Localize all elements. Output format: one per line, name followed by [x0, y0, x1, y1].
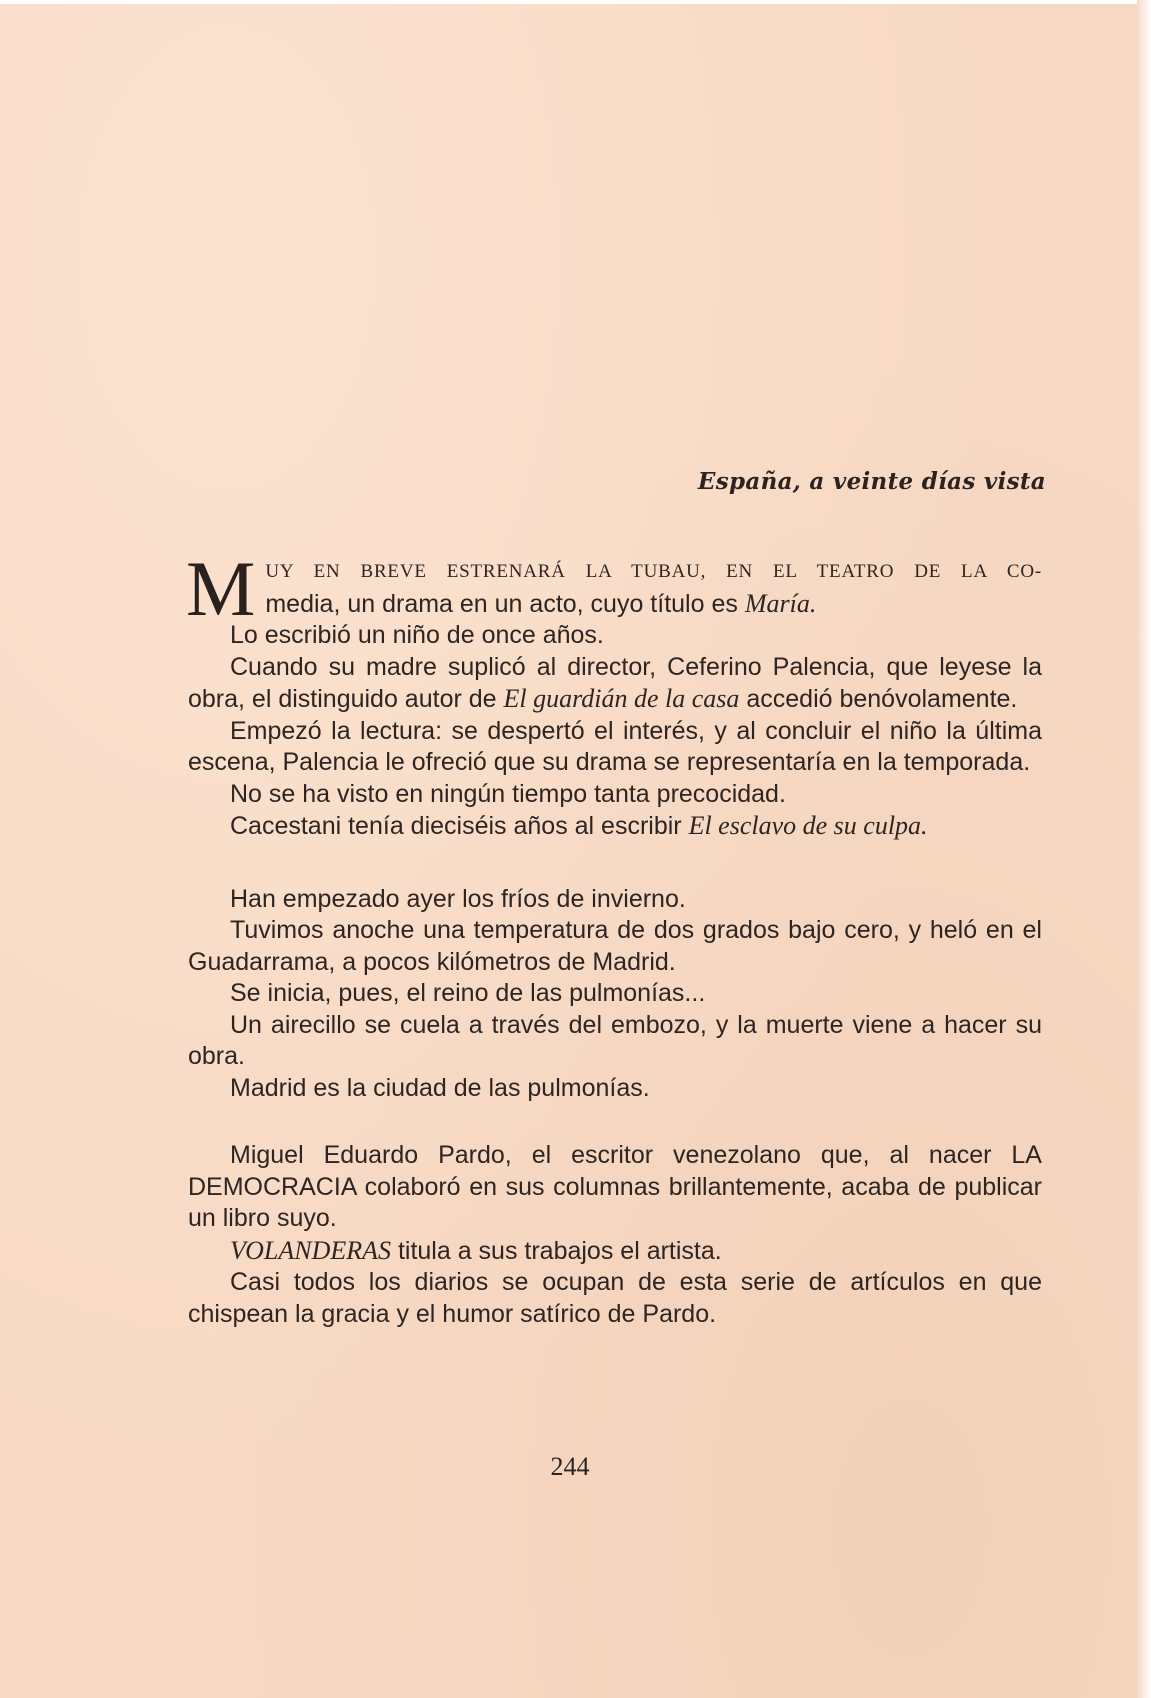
- first-paragraph: [186, 545, 1042, 632]
- smallcaps-text: UY EN BREVE ESTRENARÁ LA TUBAU, EN EL TEATRO DE LA CO-: [265, 561, 1042, 582]
- section-gap: [188, 1104, 1042, 1140]
- title-maria: María.: [744, 588, 817, 618]
- text-run: accedió benóvolamente.: [739, 685, 1018, 713]
- paragraph: Han empezado ayer los fríos de invierno.: [230, 884, 686, 913]
- paragraph: Casi todos los diarios se ocupan de esta serie de artículos en que chispean la gracia y el humor satírico de Pardo.: [188, 1268, 1042, 1328]
- text-run: Cuando su madre suplicó al director, Ceferino Palencia, que leyese la obra, el distinguido autor de: [188, 652, 1042, 713]
- drop-cap: M: [186, 545, 256, 632]
- text-run: media, un drama en un acto, cuyo título es: [265, 589, 745, 618]
- running-head: España, a veinte días vista: [697, 468, 1046, 495]
- paragraph: Se inicia, pues, el reino de las pulmonías...: [230, 979, 706, 1007]
- paragraph: [188, 652, 1042, 716]
- paragraph: No se ha visto en ningún tiempo tanta precocidad.: [230, 779, 786, 808]
- title-el-guardian: El guardián de la casa: [503, 684, 740, 713]
- title-el-esclavo: El esclavo de su culpa.: [688, 811, 928, 840]
- paragraph: Madrid es la ciudad de las pulmonías.: [230, 1073, 650, 1102]
- paragraph: Tuvimos anoche una temperatura de dos grados bajo cero, y heló en el Guadarrama, a pocos kilómetros de Madrid.: [188, 916, 1042, 976]
- paragraph: Lo escribió un niño de once años.: [230, 621, 604, 649]
- text-run: Cacestani tenía dieciséis años al escribir: [230, 812, 689, 840]
- paragraph: [188, 1235, 1042, 1268]
- paragraph: Empezó la lectura: se despertó el interés, y al concluir el niño la última escena, Palencia le ofreció que su drama se representaría en la temporada.: [188, 716, 1042, 776]
- first-paragraph-line2: [188, 588, 1042, 621]
- paragraph: Un airecillo se cuela a través del embozo, y la muerte viene a hacer su obra.: [188, 1010, 1042, 1070]
- page-number: 244: [550, 1452, 590, 1481]
- paragraph: Miguel Eduardo Pardo, el escritor venezolano que, al nacer LA DEMOCRACIA colaboró en sus columnas brillantemente, acaba de publicar un libro suyo.: [188, 1141, 1042, 1232]
- title-volanderas: VOLANDERAS: [230, 1235, 391, 1265]
- text-run: titula a sus trabajos el artista.: [391, 1236, 722, 1265]
- section-gap: [188, 843, 1042, 884]
- body-text: [186, 545, 1042, 1330]
- page-edge: [1137, 0, 1151, 1698]
- paragraph: [188, 810, 1042, 843]
- first-line-smallcaps: [188, 556, 1042, 588]
